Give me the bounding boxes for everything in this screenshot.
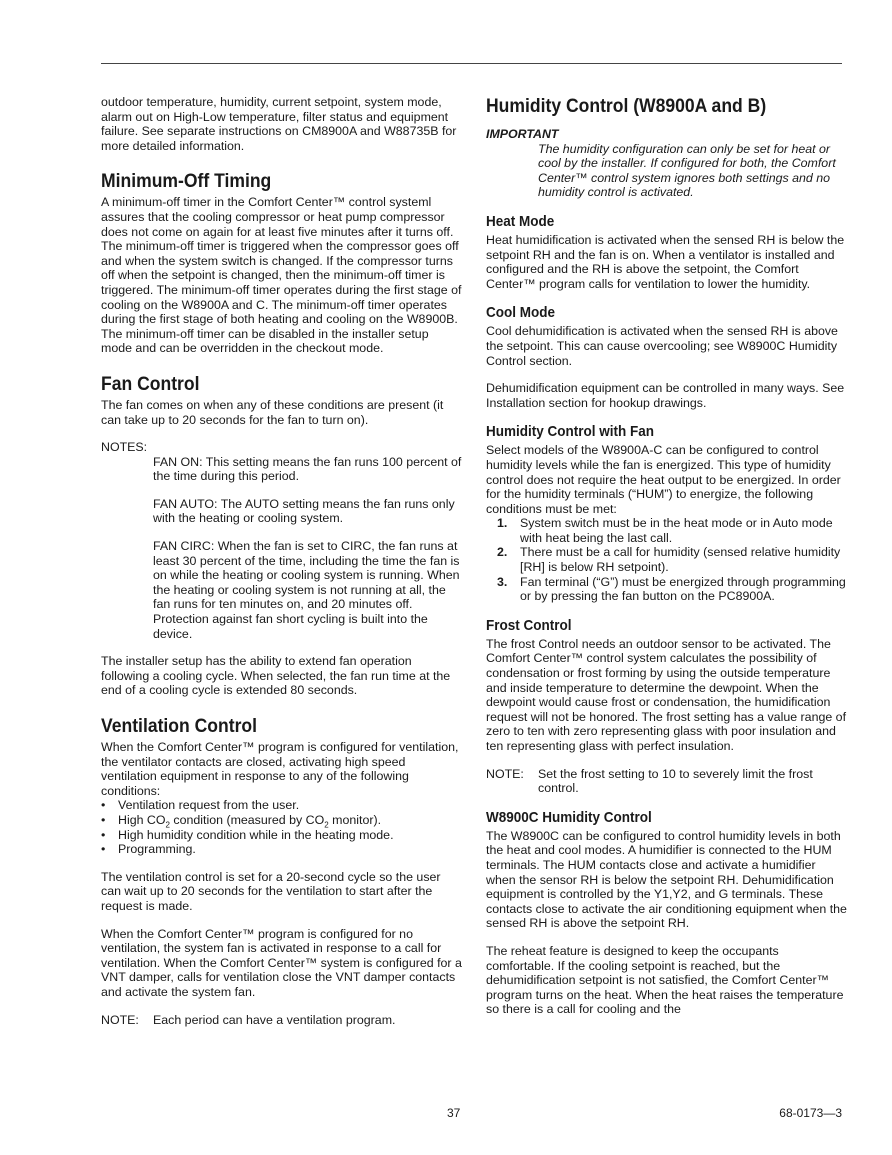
subheading-w8900c: W8900C Humidity Control — [486, 808, 652, 826]
note-fan-on: FAN ON: This setting means the fan runs 100 percent of the time during this period. — [153, 454, 462, 484]
important-text: The humidity configuration can only be set for heat or cool by the installer. If configured for both, the Comfort Center™ control system ignores both settings and no humidity control is activated. — [538, 141, 836, 200]
section-heading-humidity: Humidity Control (W8900A and B) — [486, 95, 767, 117]
ventilation-conditions-list — [101, 798, 463, 856]
list-item: • Ventilation request from the user. — [101, 798, 463, 813]
section-heading-ventilation: Ventilation Control — [101, 715, 258, 737]
subheading-cool-mode: Cool Mode — [486, 304, 555, 322]
section-heading-fan-control: Fan Control — [101, 372, 200, 395]
ventilation-note — [101, 1013, 463, 1028]
list-item: • High $CO_2$ condition (measured by $CO_2$ monitor). — [101, 813, 463, 828]
list-item: • Programming. — [101, 842, 463, 857]
dehumidification-paragraph: Dehumidification equipment can be controlled in many ways. See Installation section for hookup drawings. — [486, 381, 845, 410]
ventilation-paragraph: When the Comfort Center™ program is configured for ventilation, the ventilator contacts are closed, activating high speed ventilation equipment in response to any of the following conditions: — [101, 740, 459, 798]
heat-mode-paragraph: Heat humidification is activated when the sensed RH is below the setpoint RH and the fan is on. When a ventilator is installed and configured and the RH is above the setpoint, the Comfort Center™ program calls for ventilation to lower the humidity. — [486, 232, 845, 291]
minimum-off-paragraph: A minimum-off timer in the Comfort Center™ control systeml assures that the cooling compressor or heat pump compressor does not come on again for at least five minutes after it turns off. The minimum-off timer is triggered when the compressor goes off and when the system switch is changed. If the compressor turns off when the setpoint is changed, then the minimum-off timer is triggered. The minimum-off timer operates during the first stage of cooling on the W8900A and C. The minimum-off timer operates during the first stage of both heating and cooling on the W8900B. The minimum-off timer can be disabled in the installer setup mode and can be overridden in the checkout mode. — [101, 195, 462, 356]
cool-mode-paragraph: Cool dehumidification is activated when the sensed RH is above the setpoint. This can cause overcooling; see W8900C Humidity Control section. — [486, 324, 838, 368]
section-heading-minimum-off: Minimum-Off Timing — [101, 170, 272, 193]
frost-control-paragraph: The frost Control needs an outdoor sensor to be activated. The Comfort Center™ control system calculates the possibility of condensation or frost forming by using the outside temperature and inside temperature to determine the dewpoint. When the dewpoint would cause frost or condensation, the humidification request will not be honored. The frost setting has a value range of zero to ten with zero representing glass with poor insulation and ten representing glass with perfect insulation. — [486, 636, 847, 753]
conditions-list — [486, 516, 848, 604]
note-fan-auto: FAN AUTO: The AUTO setting means the fan runs only with the heating or cooling system. — [153, 496, 455, 526]
frost-note — [486, 767, 848, 796]
subheading-frost-control: Frost Control — [486, 616, 572, 634]
subheading-humidity-fan: Humidity Control with Fan — [486, 423, 654, 441]
subheading-heat-mode: Heat Mode — [486, 212, 555, 230]
note-text: Set the frost setting to 10 to severely limit the frost control. — [538, 766, 813, 796]
humidity-fan-paragraph: Select models of the W8900A-C can be configured to control humidity levels while the fan is energized. This type of humidity control does not require the heat output to be energized. In order for the humidity terminals (“HUM”) to energize, the following conditions must be met: — [486, 443, 841, 516]
important-label: IMPORTANT — [486, 127, 559, 141]
reheat-paragraph: The reheat feature is designed to keep the occupants comfortable. If the cooling setpoint is reached, but the dehumidification setpoint is not satisfied, the Comfort Center™ program turns on the heat. When the heat raises the temperature so there is a call for cooling and the — [486, 943, 844, 1017]
note-label: NOTE: — [486, 766, 524, 781]
header-rule — [101, 63, 842, 64]
document-number: 68-0173—3 — [779, 1106, 842, 1120]
notes-label: NOTES: — [101, 440, 148, 455]
list-item: 3. Fan terminal (“G”) must be energized through programming or by pressing the fan button on the PC8900A. — [497, 574, 846, 604]
list-item: 2. There must be a call for humidity (sensed relative humidity [RH] is below RH setpoint). — [497, 545, 841, 575]
intro-paragraph: outdoor temperature, humidity, current setpoint, system mode, alarm out on High-Low temperature, filter status and equipment failure. See separate instructions on CM8900A and W88735B for more detailed information. — [101, 95, 457, 153]
note-text: Each period can have a ventilation program. — [153, 1012, 396, 1027]
page-number: 37 — [447, 1106, 461, 1120]
no-ventilation-paragraph: When the Comfort Center™ program is configured for no ventilation, the system fan is activated in response to a call for ventilation. When the Comfort Center™ system is configured for a VNT damper, calls for ventilation close the VNT damper contacts and activate the system fan. — [101, 926, 462, 999]
fan-setup-paragraph: The installer setup has the ability to extend fan operation following a cooling cycle. When selected, the fan run time at the end of a cooling cycle is extended 80 seconds. — [101, 654, 451, 698]
note-fan-circ: FAN CIRC: When the fan is set to CIRC, the fan runs at least 30 percent of the time, including the time the fan is on while the heating or cooling system is running. When the heating or cooling system is not running at all, the fan runs for ten minutes on, and 20 minutes off. Protection against fan short cycling is built into the device. — [153, 539, 460, 641]
left-column — [101, 95, 463, 1040]
note-label: NOTE: — [101, 1012, 139, 1027]
list-item: 1. System switch must be in the heat mode or in Auto mode with heat being the last call. — [497, 516, 833, 545]
w8900c-paragraph: The W8900C can be configured to control humidity levels in both the heat and cool modes. A humidifier is connected to the HUM terminals. The HUM contacts close and activate a humidifier when the sensor RH is below the setpoint RH. Dehumidification equipment is controlled by the Y1,Y2, and G terminals. These contacts close to activate the air conditioning equipment when the sensed RH is above the setpoint RH. — [486, 828, 847, 931]
ventilation-cycle-paragraph: The ventilation control is set for a 20-second cycle so the user can wait up to 20 seconds for the ventilation to start after the request is made. — [101, 869, 441, 913]
fan-control-paragraph: The fan comes on when any of these conditions are present (it can take up to 20 seconds for the fan to turn on). — [101, 397, 444, 427]
list-item: • High humidity condition while in the heating mode. — [101, 828, 463, 843]
right-column — [486, 95, 848, 1030]
